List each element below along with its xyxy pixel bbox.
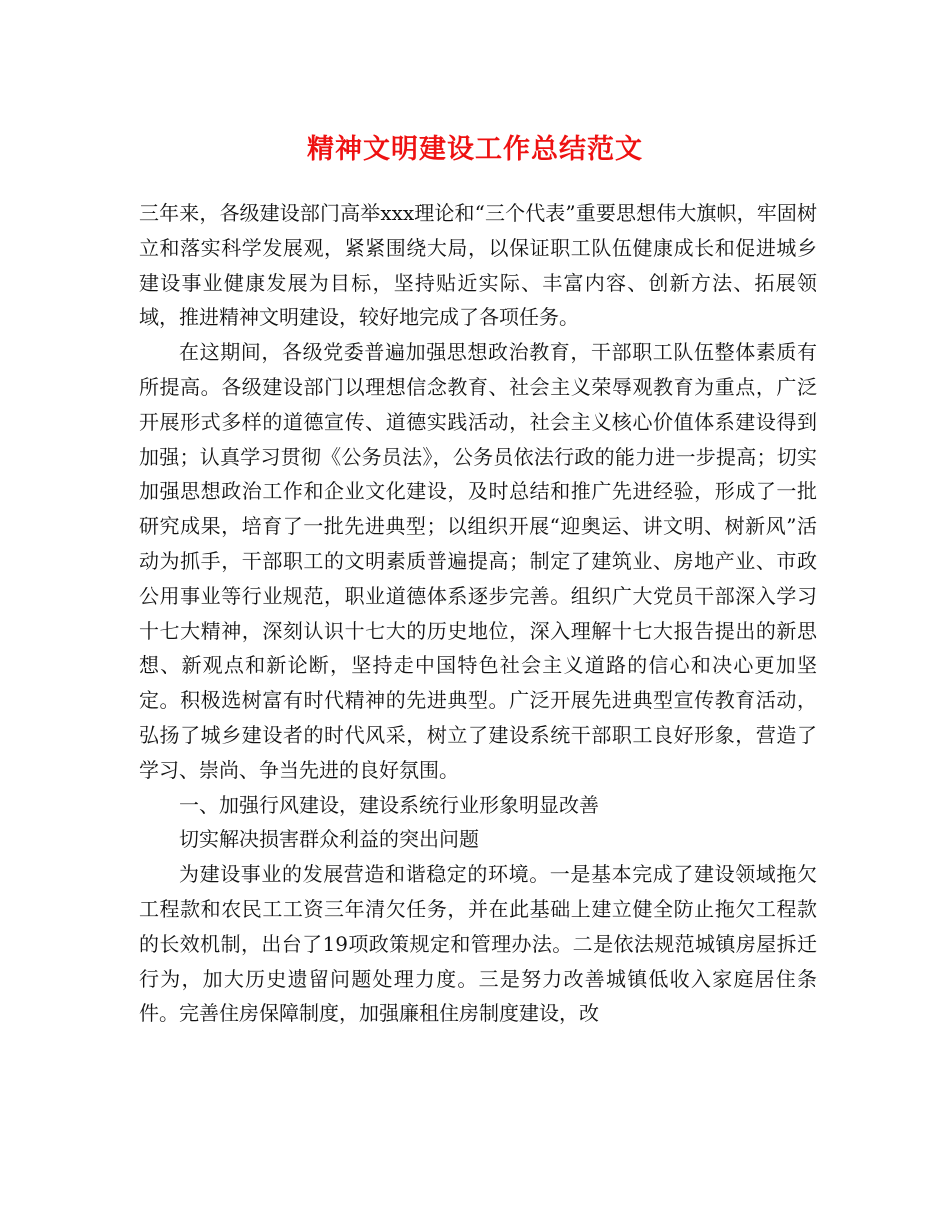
document-title: 精神文明建设工作总结范文 bbox=[307, 134, 643, 165]
paragraph-intro: 三年来，各级建设部门高举xxx理论和“三个代表”重要思想伟大旗帜，牢固树立和落实科学发展观，紧紧围绕大局，以保证职工队伍健康成长和促进城乡建设事业健康发展为目标，坚持贴近实际、丰富内容、创新方法、拓展领域，推进精神文明建设，较好地完成了各项任务。 bbox=[139, 201, 817, 330]
section-heading-1: 一、加强行风建设，建设系统行业形象明显改善 bbox=[179, 792, 599, 817]
subheading: 切实解决损害群众利益的突出问题 bbox=[179, 827, 479, 852]
paragraph-environment: 为建设事业的发展营造和谐稳定的环境。一是基本完成了建设领域拖欠工程款和农民工工资三年清欠任务，并在此基础上建立健全防止拖欠工程款的长效机制，出台了19项政策规定和管理办法。二是依法规范城镇房屋拆迁行为，加大历史遗留问题处理力度。三是努力改善城镇低收入家庭居住条件。完善住房保障制度，加强廉租住房制度建设，改 bbox=[139, 862, 817, 1026]
document-body bbox=[139, 196, 817, 1031]
paragraph-period-summary: 在这期间，各级党委普遍加强思想政治教育，干部职工队伍整体素质有所提高。各级建设部门以理想信念教育、社会主义荣辱观教育为重点，广泛开展形式多样的道德宣传、道德实践活动，社会主义核心价值体系建设得到加强；认真学习贯彻《公务员法》，公务员依法行政的能力进一步提高；切实加强思想政治工作和企业文化建设，及时总结和推广先进经验，形成了一批研究成果，培育了一批先进典型；以组织开展“迎奥运、讲文明、树新风”活动为抓手，干部职工的文明素质普遍提高；制定了建筑业、房地产业、市政公用事业等行业规范，职业道德体系逐步完善。组织广大党员干部深入学习十七大精神，深刻认识十七大的历史地位，深入理解十七大报告提出的新思想、新观点和新论断，坚持走中国特色社会主义道路的信心和决心更加坚定。积极选树富有时代精神的先进典型。广泛开展先进典型宣传教育活动，弘扬了城乡建设者的时代风采，树立了建设系统干部职工良好形象，营造了学习、崇尚、争当先进的良好氛围。 bbox=[139, 340, 817, 782]
